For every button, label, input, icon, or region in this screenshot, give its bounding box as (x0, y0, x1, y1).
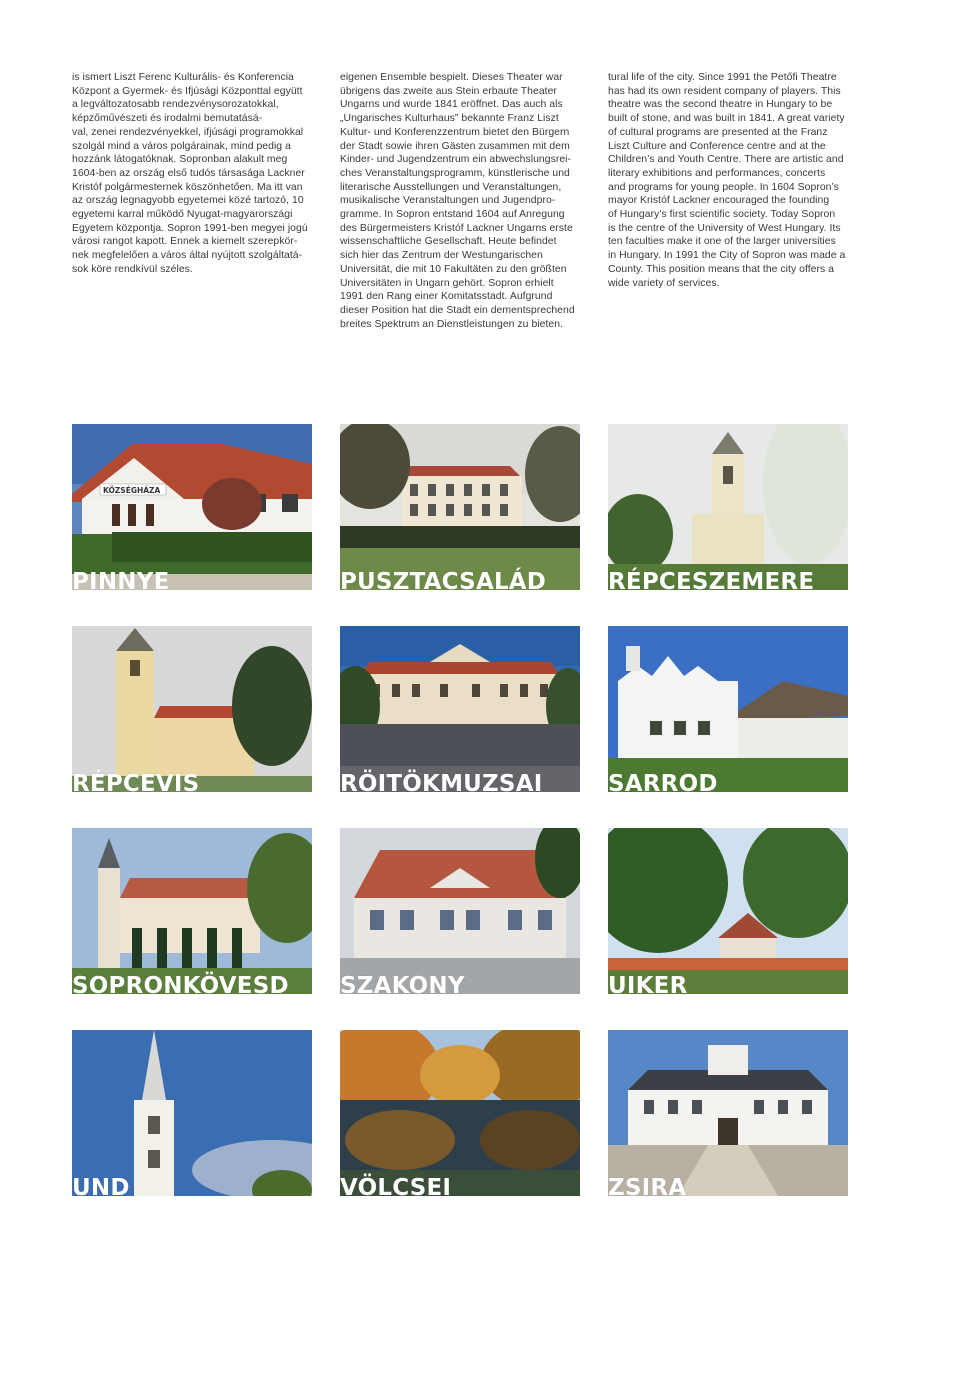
text-line: tural life of the city. Since 1991 the Petőfi Theatre (608, 72, 837, 83)
village-name: SOPRONKÖVESD (72, 973, 289, 994)
text-line: übrigens das zweite aus Stein erbaute Theater (340, 85, 557, 97)
village-name: SZAKONY (340, 973, 465, 994)
manor-house-photo (340, 424, 580, 590)
text-line: County. This position means that the city offers a (608, 263, 835, 275)
text-line: in Hungary. In 1991 the City of Sopron was made a (608, 250, 846, 262)
text-line: 1991 den Rang einer Komitatsstadt. Aufgrund (340, 291, 553, 303)
church-photo (72, 828, 312, 994)
text-line: Ungarns und wurde 1841 eröffnet. Das auch als (340, 99, 563, 111)
village-name: UND (72, 1175, 130, 1196)
photo-roitokmuzsai (340, 626, 580, 792)
village-name: RÉPCESZEMERE (608, 569, 815, 590)
text-line: built of stone, and was built in 1841. A great variety (608, 113, 845, 125)
photo-sopronkovesd (72, 828, 312, 994)
village-name: PINNYE (72, 569, 170, 590)
text-line: mayor Kristóf Lackner encouraged the founding (608, 195, 830, 207)
text-line: has had its own resident company of players. This (608, 85, 841, 97)
church-photo (72, 626, 312, 792)
text-line: egyetemi karral működő Nyugat-magyarországi (72, 209, 293, 221)
town-hall-photo (340, 828, 580, 994)
text-line: Universität, die mit 10 Fakultäten zu den größten (340, 263, 567, 275)
text-line: der Stadt sowie ihren Gästen zusammen mit dem (340, 140, 570, 152)
text-line: of Hungary’s first scientific society. Today Sopron (608, 209, 836, 221)
text-line: ten faculties make it one of the larger universities (608, 236, 836, 248)
photo-repcevis (72, 626, 312, 792)
text-line: képzőművészeti és irodalmi bemutatásá- (72, 113, 263, 125)
text-line: Universitäten in Ungarn gehört. Sopron erhielt (340, 277, 554, 289)
farmhouse-photo (608, 626, 848, 792)
text-line: a legváltozatosabb rendezvénysorozatokkal, (72, 99, 279, 111)
text-line: wissenschaftliche Gesellschaft. Heute befindet (340, 236, 557, 248)
hungarian-text-column (72, 71, 312, 277)
text-line: wide variety of services. (608, 277, 720, 289)
castle-photo (608, 1030, 848, 1196)
village-name: PUSZTACSALÁD (340, 569, 547, 590)
text-line: sich hier das Zentrum der Westungarischen (340, 250, 543, 262)
photo-und (72, 1030, 312, 1196)
text-line: of cultural programs are presented at the Franz (608, 126, 828, 138)
photo-pusztacsalad (340, 424, 580, 590)
village-hall-sign: KÖZSÉGHÁZA (103, 486, 161, 495)
village-name: VÖLCSEI (340, 1175, 452, 1196)
photo-pinnye (72, 424, 312, 590)
text-line: hozzánk látogatóknak. Sopronban alakult meg (72, 154, 288, 166)
village-name: RÖITÖKMUZSAI (340, 771, 543, 792)
text-line: breites Spektrum an Dienstleistungen zu bieten. (340, 318, 563, 330)
text-line: gramme. In Sopron entstand 1604 auf Anregung (340, 209, 565, 221)
text-line: Children’s and Youth Centre. There are artistic and (608, 154, 844, 166)
text-line: 1604-ben az ország első tudós társasága Lackner (72, 167, 305, 179)
text-line: Kinder- und Jugendzentrum ein abwechslungsrei- (340, 154, 572, 166)
text-line: eigenen Ensemble bespielt. Dieses Theater war (340, 72, 563, 83)
text-line: sok köre rendkívül széles. (72, 263, 193, 275)
village-name: UIKER (608, 973, 688, 994)
church-tower-photo (72, 1030, 312, 1196)
german-text-column (340, 71, 582, 331)
village-name: SARROD (608, 771, 718, 792)
text-line: városi rangot kapott. Ennek a kiemelt szerepkör- (72, 236, 298, 248)
village-name: RÉPCEVIS (72, 771, 200, 792)
text-line: szolgál mind a város polgárainak, mind pedig a (72, 140, 291, 152)
text-line: „Ungarisches Kulturhaus” bekannte Franz Liszt (340, 113, 559, 125)
text-line: Egyetem központja. Sopron 1991-ben megyei jogú (72, 222, 308, 234)
text-line: nek megfelelően a város által nyújtott szolgáltatá- (72, 250, 303, 262)
photo-repceszemere (608, 424, 848, 590)
photo-szakony (340, 828, 580, 994)
village-hall-photo (72, 424, 312, 590)
english-text-column (608, 71, 848, 290)
text-line: musikalische Veranstaltungen und Jugendpro- (340, 195, 556, 207)
text-line: Kultur- und Konferenzzentrum bietet den Bürgern (340, 126, 570, 138)
text-line: theatre was the second theatre in Hungary to be (608, 99, 833, 111)
text-line: des Bürgermeisters Kristóf Lackner Ungarns erste (340, 222, 573, 234)
text-line: literary exhibitions and performances, concerts (608, 167, 826, 179)
village-name: ZSIRA (608, 1175, 687, 1196)
text-line: ches Veranstaltungsprogramm, künstlerische und (340, 167, 570, 179)
church-photo (608, 424, 848, 590)
photo-zsira (608, 1030, 848, 1196)
text-line: literarische Ausstellungen und Veranstaltungen, (340, 181, 562, 193)
text-line: az ország legnagyobb egyetemei közé tartozó, 10 (72, 195, 304, 207)
text-line: is ismert Liszt Ferenc Kulturális- és Konferencia (72, 72, 294, 83)
photo-sarrod (608, 626, 848, 792)
text-line: and programs for young people. In 1604 Sopron’s (608, 181, 839, 193)
manor-house-photo (340, 626, 580, 792)
village-square-photo (608, 828, 848, 994)
lake-photo (340, 1030, 580, 1196)
photo-volcsei (340, 1030, 580, 1196)
text-line: Központ a Gyermek- és Ifjúsági Központtal együtt (72, 85, 303, 97)
text-line: is the centre of the University of West Hungary. Its (608, 222, 841, 234)
text-line: dieser Position hat die Stadt ein dementsprechend (340, 304, 575, 316)
photo-uiker (608, 828, 848, 994)
text-line: Liszt Culture and Conference centre and at the (608, 140, 826, 152)
text-line: Kristóf polgármesternek köszönhetően. Ma itt van (72, 181, 303, 193)
text-line: val, zenei rendezvényekkel, ifjúsági programokkal (72, 126, 304, 138)
